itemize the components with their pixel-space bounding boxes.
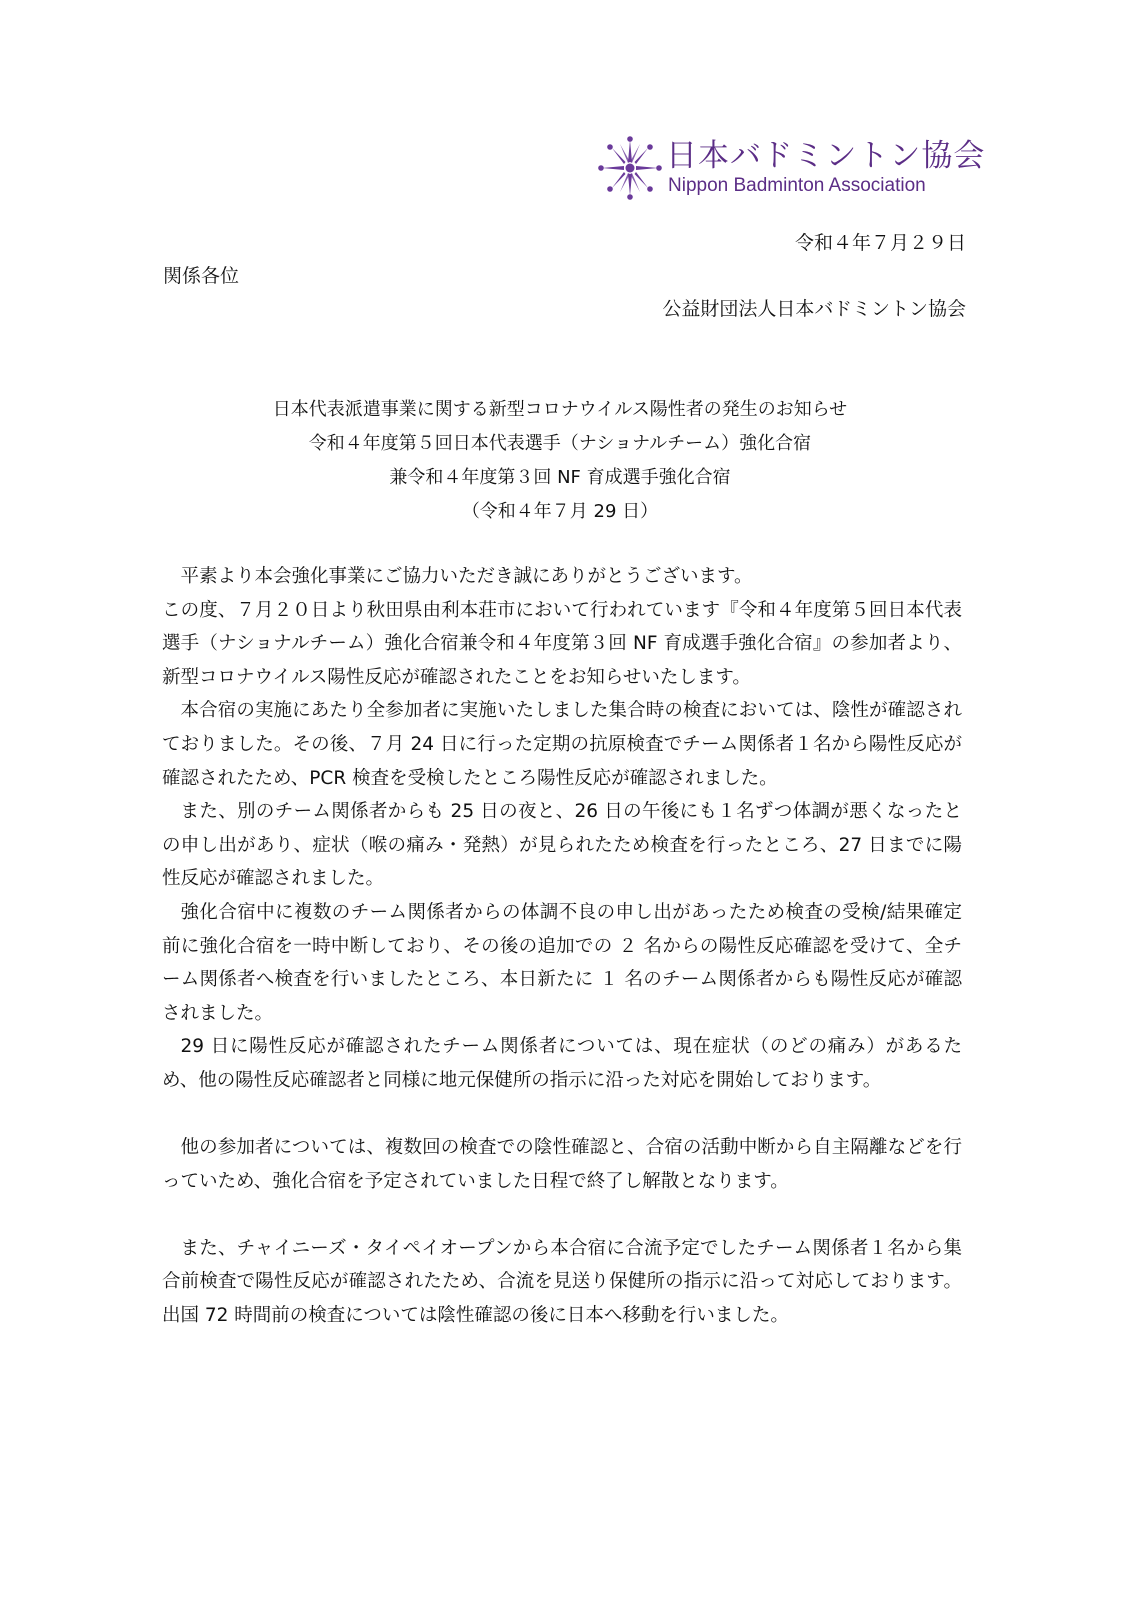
body-paragraph: この度、７月２０日より秋田県由利本荘市において行われています『令和４年度第５回日本代表選手（ナショナルチーム）強化合宿兼令和４年度第３回 NF 育成選手強化合宿』の参加者より、新型コロナウイルス陽性反応が確認されたことをお知らせいたします。: [162, 599, 962, 688]
association-logo: [598, 136, 986, 200]
body-paragraph: また、チャイニーズ・タイペイオープンから本合宿に合流予定でしたチーム関係者１名から集合前検査で陽性反応が確認されたため、合流を見送り保健所の指示に沿って対応しております。出国 72 時間前の検査については陰性確認の後に日本へ移動を行いました。: [162, 1237, 962, 1327]
title-line-1: 日本代表派遣事業に関する新型コロナウイルス陽性者の発生のお知らせ: [272, 399, 848, 420]
body-paragraph: 本合宿の実施にあたり全参加者に実施いたしました集合時の検査においては、陰性が確認されておりました。その後、７月 24 日に行った定期の抗原検査でチーム関係者１名から陽性反応が確認されたため、PCR 検査を受検したところ陽性反応が確認されました。: [162, 700, 962, 789]
body-paragraph: 29 日に陽性反応が確認されたチーム関係者については、現在症状（のどの痛み）があるため、他の陽性反応確認者と同様に地元保健所の指示に沿った対応を開始しております。: [162, 1036, 962, 1091]
body-paragraph: 他の参加者については、複数回の検査での陰性確認と、合宿の活動中断から自主隔離などを行っていため、強化合宿を予定されていました日程で終了し解散となります。: [162, 1137, 962, 1192]
document-body: [162, 560, 962, 1333]
paragraph-spacer: [162, 1098, 962, 1132]
title-line-4: （令和４年７月 29 日）: [461, 501, 659, 522]
paragraph-spacer: [162, 1198, 962, 1232]
sender: 公益財団法人日本バドミントン協会: [662, 298, 966, 320]
logo-name-ja: 日本バドミントン協会: [666, 138, 986, 174]
title-line-3: 兼令和４年度第３回 NF 育成選手強化合宿: [389, 467, 731, 488]
body-paragraph: 平素より本会強化事業にご協力いただき誠にありがとうございます。: [180, 566, 753, 587]
title-line-2: 令和４年度第５回日本代表選手（ナショナルチーム）強化合宿: [308, 433, 812, 454]
logo-name-en: Nippon Badminton Association: [668, 175, 926, 196]
shuttlecock-flower-icon: [598, 136, 662, 200]
document-title: [140, 393, 980, 529]
body-paragraph: また、別のチーム関係者からも 25 日の夜と、26 日の午後にも１名ずつ体調が悪くなったとの申し出があり、症状（喉の痛み・発熱）が見られたため検査を行ったところ、27 日までに陽性反応が確認されました。: [162, 801, 962, 890]
addressee: 関係各位: [163, 265, 240, 287]
body-paragraph: 強化合宿中に複数のチーム関係者からの体調不良の申し出があったため検査の受検/結果確定前に強化合宿を一時中断しており、その後の追加での ２ 名からの陽性反応確認を受けて、全チーム関係者へ検査を行いましたところ、本日新たに １ 名のチーム関係者からも陽性反応が確認されました。: [162, 901, 962, 1024]
document-date: 令和４年７月２９日: [794, 232, 966, 254]
